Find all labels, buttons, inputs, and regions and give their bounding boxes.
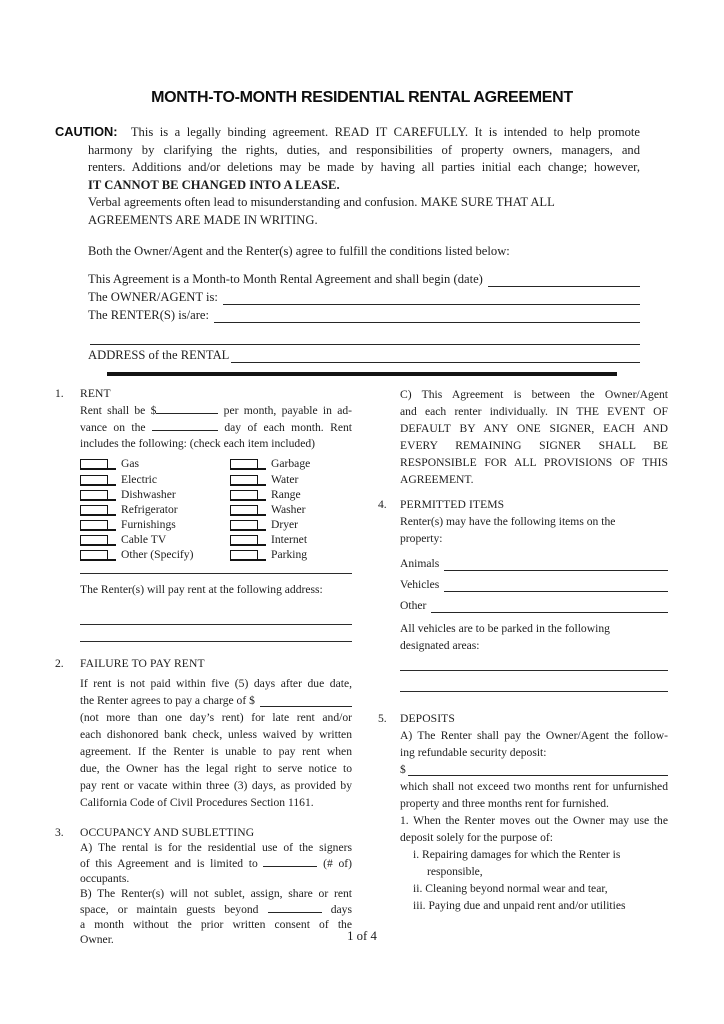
text-line [80,726,352,743]
renters-continuation-blank[interactable] [90,344,640,345]
text-run: RESPONSIBLE FOR ALL PROVISIONS OF THIS [400,456,668,470]
blank-field[interactable] [260,692,352,707]
pay-address-blank-line-2[interactable] [80,641,352,642]
caution-first-text: This is a legally binding agreement. READ IT CAREFULLY. It is intended to help promote [130,125,641,139]
header-divider-rule [107,372,617,376]
text-line [400,744,668,761]
text-run: Rent shall be $ [80,404,157,418]
checkbox-row [80,501,352,516]
text-line [80,794,352,811]
checkbox-row [80,516,352,531]
checkbox-electric[interactable] [80,475,108,486]
text-line [88,177,640,195]
checkbox-item [80,531,230,546]
checkbox-item [230,455,352,470]
checkbox-row [80,455,352,470]
section-rent-heading: RENT [80,387,111,401]
caution-label: CAUTION: [55,124,118,139]
section-deposits-heading: DEPOSITS [400,712,455,726]
checkbox-water[interactable] [230,475,258,486]
text-run: each dishonored bank check, unless waived by written [80,728,352,742]
animals-label: Animals [400,557,443,571]
agreement-intro-line: Both the Owner/Agent and the Renter(s) agree to fulfill the conditions listed below: [88,243,510,258]
text-run: the Renter agrees to pay a charge of $ [80,694,258,708]
text-line [80,709,352,726]
checkbox-row [80,531,352,546]
section-occupancy-number: 3. [55,826,64,840]
start-date-field [88,270,640,288]
checkbox-cable-tv[interactable] [80,535,108,546]
text-line [80,886,352,901]
vehicles-label: Vehicles [400,578,443,592]
text-run: Verbal agreements often lead to misunderstanding and confusion. MAKE SURE THAT ALL [88,195,555,210]
text-line [400,778,668,795]
checkbox-item [230,546,352,561]
text-line [88,159,640,177]
text-run: agreement. If the Renter is unable to pay rent when [80,745,352,759]
rent-checkbox-grid [80,455,352,561]
text-run: renters. Additions and/or deletions may be made by having all parties initial each change; however, [88,160,640,175]
checkbox-baseline [108,473,116,486]
text-run: includes the following: (check each item included) [80,437,316,451]
text-run: harmony by clarifying the rights, duties, and responsibilities of property owners, managers, and [88,142,640,157]
text-run: ing refundable security deposit: [400,746,547,760]
text-line [400,637,668,654]
text-run: i. Repairing damages for which the Renter is [413,848,621,862]
checkbox-label: Gas [121,457,140,471]
checkbox-gas[interactable] [80,459,108,470]
checkbox-baseline [108,533,116,546]
checkbox-item [80,455,230,470]
text-line [80,675,352,692]
left-column [55,386,352,947]
caution-first-line [55,123,641,142]
checkbox-range[interactable] [230,490,258,501]
designated-areas-blank-line-1[interactable] [400,670,668,671]
checkbox-washer[interactable] [230,505,258,516]
checkbox-item [230,470,352,485]
text-line [80,855,352,871]
text-run: iii. Paying due and unpaid rent and/or utilities [413,899,626,913]
checkbox-baseline [108,548,116,561]
text-run: AGREEMENTS ARE MADE IN WRITING. [88,212,318,227]
text-run: occupants. [80,872,130,886]
checkbox-row [80,546,352,561]
text-run: which shall not exceed two months rent for unfurnished [400,780,668,794]
text-run: (# of) [317,857,352,871]
text-run: space, or maintain guests beyond [80,903,268,917]
checkbox-row [80,470,352,485]
other-label: Other [400,599,430,613]
text-line [400,471,668,488]
checkbox-item [80,501,230,516]
text-run: pay rent or vacate within three (3) days, as provided by [80,779,352,793]
blank-field[interactable] [268,901,322,913]
text-line [80,760,352,777]
checkbox-internet[interactable] [230,535,258,546]
caution-paragraph [88,142,640,230]
text-run: per month, payable in ad- [218,404,352,418]
text-run: IT CANNOT BE CHANGED INTO A LEASE. [88,177,340,192]
checkbox-dryer[interactable] [230,520,258,531]
text-run: a month without the prior written consent of the [80,918,352,932]
checkbox-baseline [108,503,116,516]
text-line [88,194,640,212]
text-run: All vehicles are to be parked in the following [400,622,610,636]
text-run: Renter(s) may have the following items on the [400,515,616,529]
checkbox-label: Washer [271,502,306,516]
rental-address-blank[interactable] [231,362,640,363]
rental-address-field [88,346,640,364]
blank-field[interactable] [156,402,218,414]
checkbox-baseline [258,503,266,516]
checkbox-item [230,516,352,531]
animals-field [400,551,668,572]
section-occupancy-heading: OCCUPANCY AND SUBLETTING [80,826,255,840]
vehicles-blank[interactable] [444,591,668,592]
text-run: responsible, [427,865,483,879]
owner-agent-field [88,288,640,306]
pay-rent-address-line: The Renter(s) will pay rent at the following address: [80,583,323,597]
checkbox-row [80,486,352,501]
text-run: deposit solely for the purpose of: [400,831,553,845]
text-line [80,692,352,709]
text-run: DEFAULT BY ANY ONE SIGNER, EACH AND [400,422,668,436]
text-line [88,212,640,230]
checkbox-item [80,546,230,561]
rent-divider-line [80,573,352,574]
parking-note [400,620,668,654]
text-line [80,743,352,760]
checkbox-label: Range [271,487,301,501]
text-line [400,880,668,897]
text-line [400,863,668,880]
checkbox-item [80,516,230,531]
text-line [400,513,668,530]
renters-label: The RENTER(S) is/are: [88,307,213,322]
text-run: of this Agreement and is limited to [80,857,264,871]
pay-address-blank-line-1[interactable] [80,624,352,625]
text-line [400,846,668,863]
checkbox-label: Dryer [271,518,299,532]
other-blank[interactable] [431,612,668,613]
designated-areas-blank-line-2[interactable] [400,691,668,692]
text-line [80,777,352,794]
section-failure-number: 2. [55,657,64,671]
checkbox-baseline [108,488,116,501]
text-line [80,419,352,436]
caution-block [55,123,641,230]
checkbox-garbage[interactable] [230,459,258,470]
checkbox-item [80,486,230,501]
text-run: AGREEMENT. [400,473,474,487]
text-line [80,436,352,452]
other-field [400,593,668,614]
failure-paragraph [80,675,352,811]
checkbox-refrigerator[interactable] [80,505,108,516]
section-permitted-number: 4. [378,498,387,512]
checkbox-label: Other (Specify) [121,548,194,562]
section-rent [55,386,352,642]
blank-field[interactable] [263,855,317,867]
column-gap [352,386,378,947]
text-line [400,727,668,744]
text-line [400,812,668,829]
checkbox-baseline [258,473,266,486]
text-line [80,840,352,855]
text-line [400,386,668,403]
rental-address-label: ADDRESS of the RENTAL [88,347,230,362]
text-line [400,437,668,454]
text-line [80,871,352,886]
text-line [400,795,668,812]
checkbox-label: Garbage [271,457,311,471]
checkbox-label: Electric [121,472,158,486]
text-line [80,402,352,419]
document-title: MONTH-TO-MONTH RESIDENTIAL RENTAL AGREEMENT [151,89,573,106]
checkbox-item [230,501,352,516]
section-permitted-items [378,496,668,692]
owner-agent-blank[interactable] [223,304,640,305]
text-run: (not more than one day’s rent) for late rent and/or [80,711,352,725]
checkbox-parking[interactable] [230,550,258,561]
agreement-fields [88,270,640,364]
checkbox-label: Dishwasher [121,487,176,501]
checkbox-baseline [108,457,116,470]
joint-liability-paragraph [400,386,668,488]
section-permitted-heading: PERMITTED ITEMS [400,498,505,512]
text-line [88,142,640,160]
section-deposits [378,710,668,914]
text-run: designated areas: [400,639,480,653]
text-run: EVERY REMAINING SIGNER SHALL BE [400,439,668,453]
text-run: 1. When the Renter moves out the Owner may use the [400,814,668,828]
text-run: day of each month. Rent [217,421,352,435]
checkbox-label: Refrigerator [121,502,178,516]
rent-intro-paragraph [80,402,352,452]
renters-field [88,306,640,324]
checkbox-label: Water [271,472,299,486]
checkbox-other-specify[interactable] [80,550,108,561]
blank-field[interactable] [152,419,218,431]
permitted-intro [400,513,668,547]
checkbox-label: Internet [271,533,308,547]
text-line [400,897,668,914]
text-line [400,829,668,846]
document-columns [55,386,668,947]
checkbox-furnishings[interactable] [80,520,108,531]
text-run: property: [400,532,443,546]
text-line [400,420,668,437]
document-header [55,123,641,364]
checkbox-baseline [108,518,116,531]
deposits-paragraph [400,727,668,914]
text-run: property and three months rent for furnished. [400,797,609,811]
text-run: ii. Cleaning beyond normal wear and tear, [413,882,608,896]
checkbox-item [230,531,352,546]
blank-field[interactable] [408,761,668,776]
page-number: 1 of 4 [347,929,377,943]
text-run: C) This Agreement is between the Owner/Agent [400,388,668,402]
section-rent-number: 1. [55,387,64,401]
text-run: If rent is not paid within five (5) days after due date, [80,677,352,691]
text-line [400,454,668,471]
text-run: $ [400,763,406,777]
text-run: due, the Owner has the legal right to serve notice to [80,762,352,776]
checkbox-label: Cable TV [121,533,167,547]
text-run: A) The rental is for the residential use of the signers [80,841,352,855]
section-failure-heading: FAILURE TO PAY RENT [80,657,205,671]
checkbox-item [80,470,230,485]
owner-agent-label: The OWNER/AGENT is: [88,289,222,304]
text-run: and each renter individually. IN THE EVENT OF [400,405,668,419]
checkbox-baseline [258,548,266,561]
checkbox-label: Parking [271,548,308,562]
permitted-fields [400,551,668,614]
vehicles-field [400,572,668,593]
renters-overflow-blank[interactable] [214,322,640,323]
checkbox-baseline [258,533,266,546]
right-column [378,386,668,947]
text-run: California Code of Civil Procedures Section 1161. [80,796,314,810]
start-date-label: This Agreement is a Month-to Month Rental Agreement and shall begin (date) [88,271,487,286]
text-line [400,403,668,420]
text-run: A) The Renter shall pay the Owner/Agent the follow- [400,729,668,743]
text-line [400,761,668,778]
checkbox-label: Furnishings [121,518,176,532]
text-run: Owner. [80,933,114,947]
section-failure-to-pay [55,655,352,811]
text-run: B) The Renter(s) will not sublet, assign, share or rent [80,887,352,901]
text-line [400,530,668,547]
text-run: vance on the [80,421,152,435]
start-date-blank[interactable] [488,286,640,287]
checkbox-baseline [258,488,266,501]
text-run: days [321,903,352,917]
text-line [80,901,352,917]
text-line [400,620,668,637]
renters-continuation-field [88,324,640,346]
section-deposits-number: 5. [378,712,387,726]
animals-blank[interactable] [444,570,668,571]
checkbox-item [230,486,352,501]
checkbox-baseline [258,518,266,531]
checkbox-baseline [258,457,266,470]
checkbox-dishwasher[interactable] [80,490,108,501]
